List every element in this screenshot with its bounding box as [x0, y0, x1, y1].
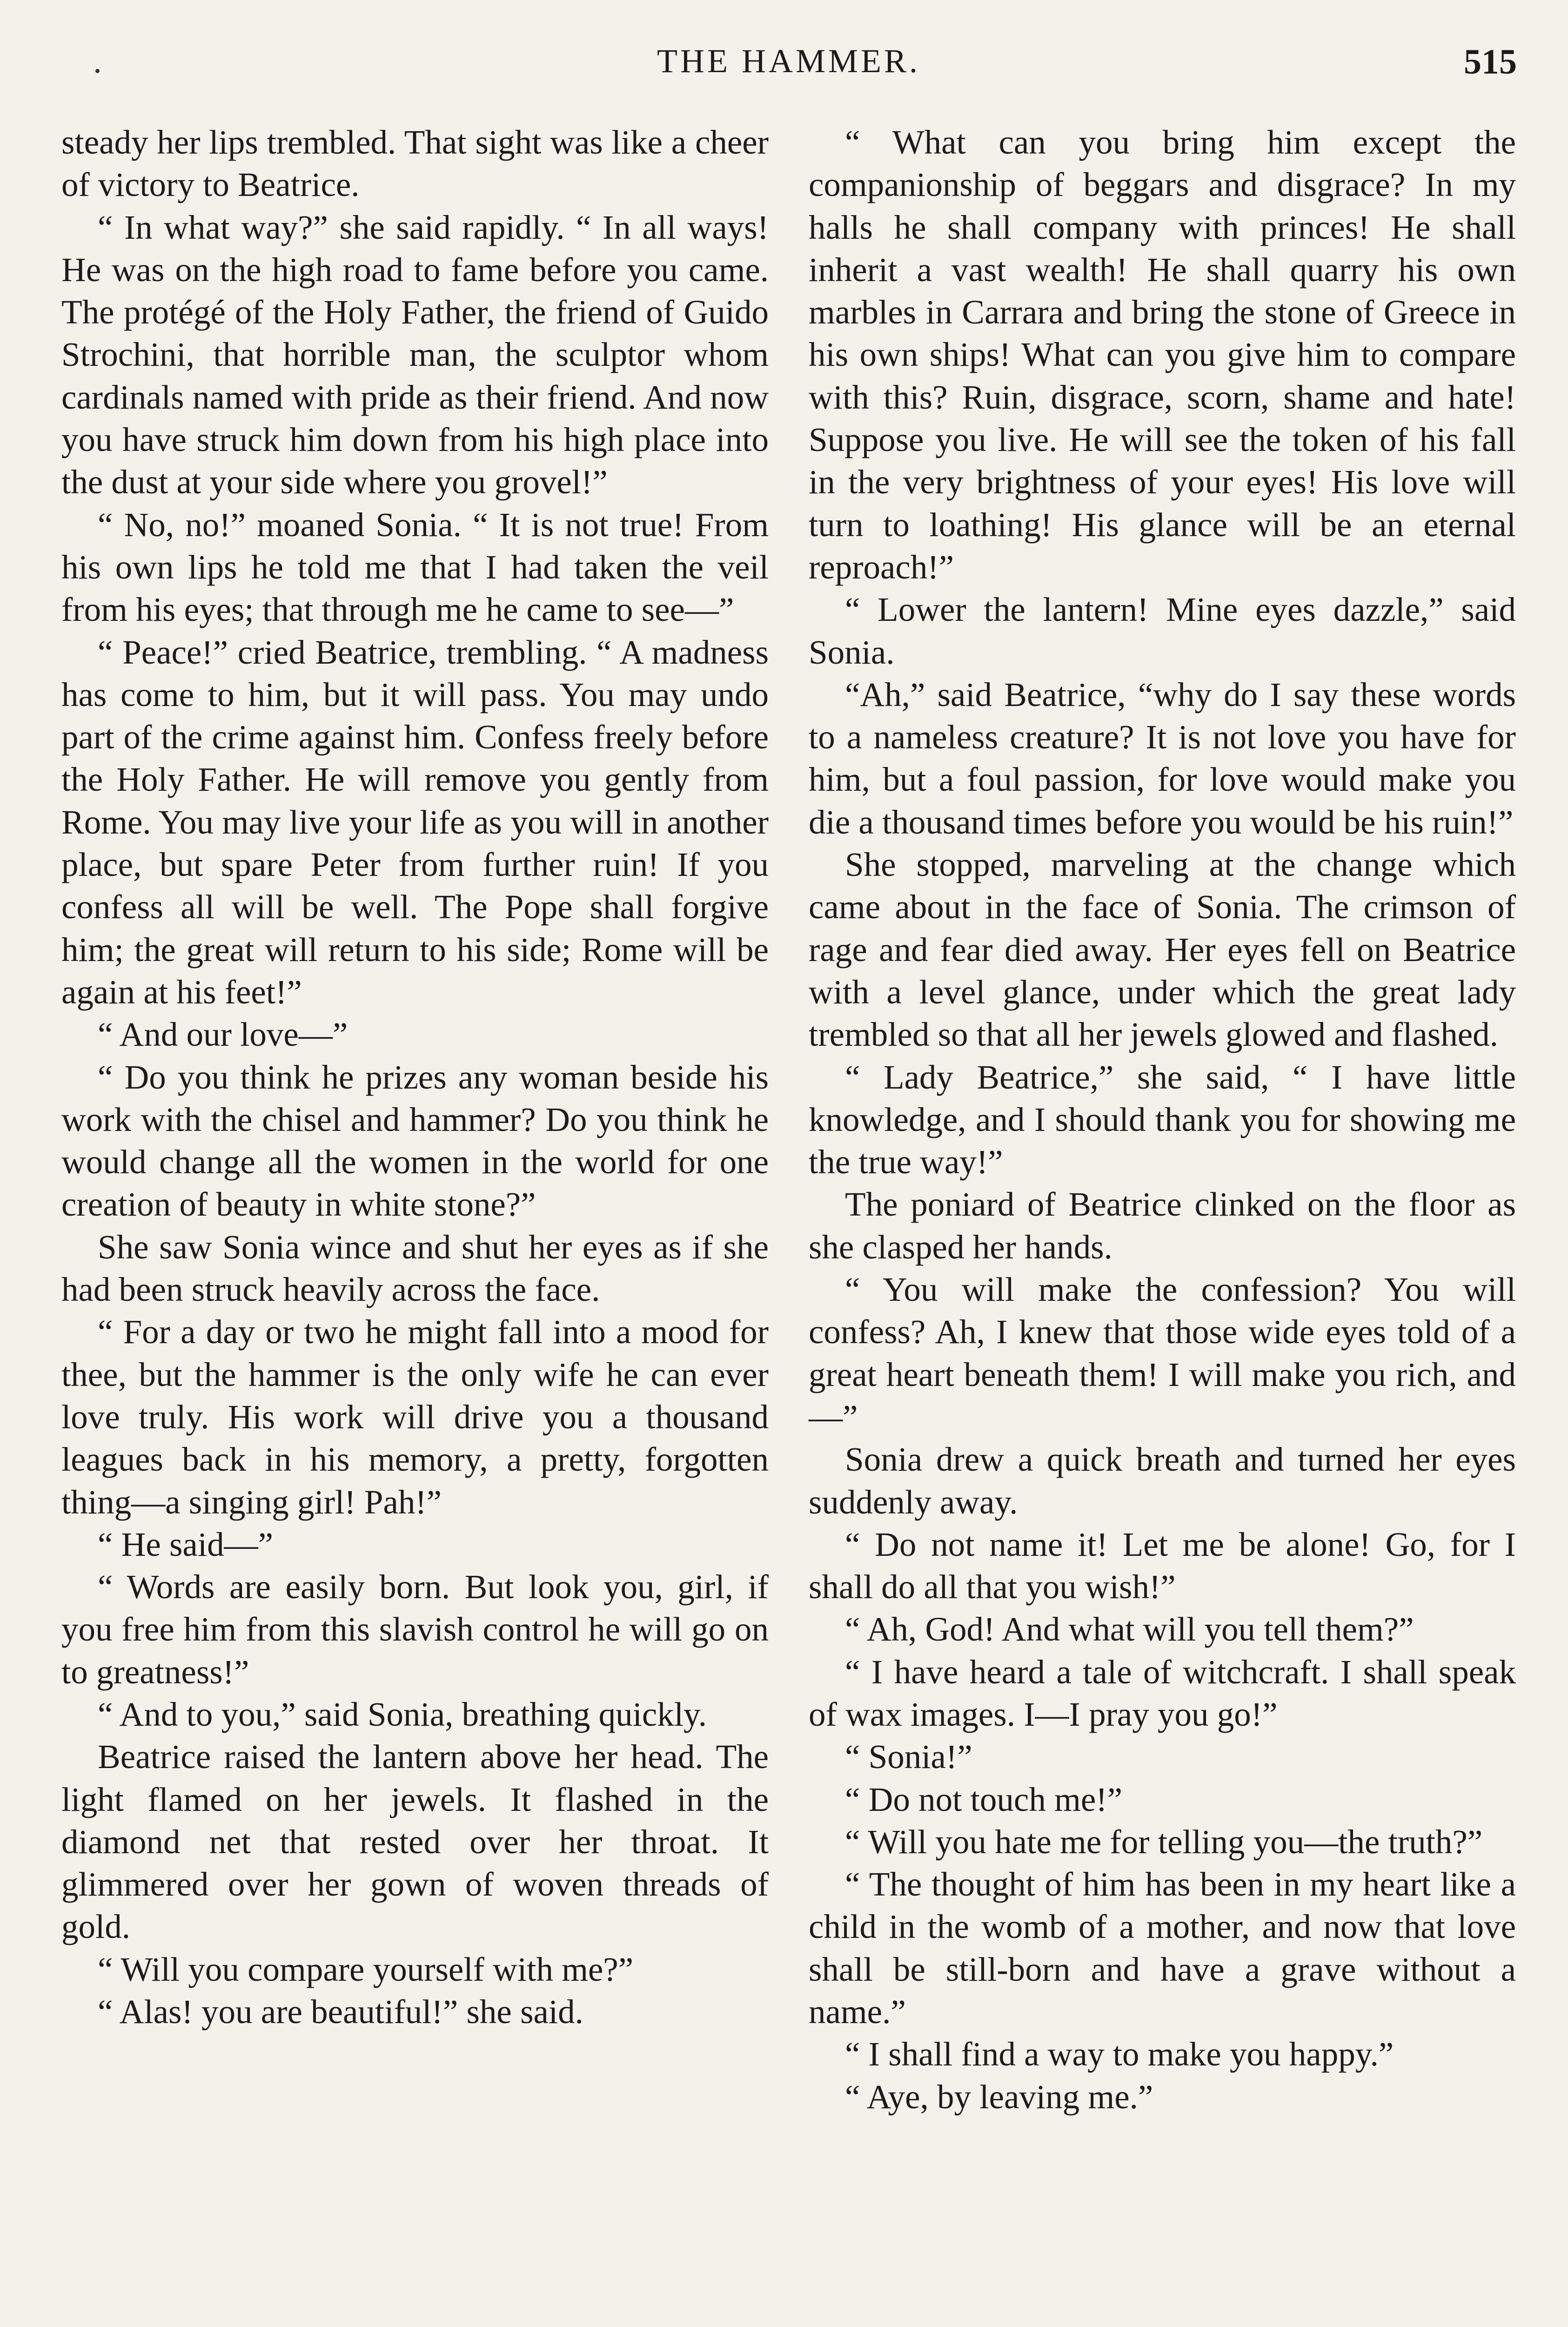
paragraph: “ Do not name it! Let me be alone! Go, for I shall do all that you wish!”	[809, 1525, 1516, 1606]
paragraph: “ Words are easily born. But look you, girl, if you free him from this slavish control he will go on to greatness!”	[61, 1568, 769, 1691]
paragraph: “ You will make the confession? You will confess? Ah, I knew that those wide eyes told of a great heart beneath them! I will make you rich, and—”	[809, 1271, 1516, 1436]
paragraph: “ Lower the lantern! Mine eyes dazzle,” said Sonia.	[809, 591, 1516, 671]
paragraph: “ Sonia!”	[845, 1738, 972, 1776]
paragraph: “ Lady Beatrice,” she said, “ I have little knowledge, and I should thank you for showing me the true way!”	[809, 1058, 1516, 1181]
paragraph: “ Aye, by leaving me.”	[845, 2078, 1153, 2116]
paragraph: Beatrice raised the lantern above her head. The light flamed on her jewels. It flashed in the diamond net that rested over her throat. It glimmered over her gown of woven threads of gold.	[61, 1738, 769, 1946]
paragraph: She saw Sonia wince and shut her eyes as if she had been struck heavily across the face.	[61, 1228, 769, 1309]
paragraph: “ He said—”	[98, 1525, 274, 1563]
paragraph: “ Ah, God! And what will you tell them?”	[845, 1610, 1414, 1648]
paragraph: “ No, no!” moaned Sonia. “ It is not true! From his own lips he told me that I had taken the veil from his eyes; that through me he came to see—”	[61, 505, 769, 629]
paragraph: The poniard of Beatrice clinked on the floor as she clasped her hands.	[809, 1185, 1516, 1266]
paragraph: “ Will you hate me for telling you—the truth?”	[845, 1823, 1483, 1861]
paragraph: “ Will you compare yourself with me?”	[98, 1950, 634, 1988]
speck-mark	[95, 69, 100, 73]
running-title: THE HAMMER.	[657, 42, 920, 80]
paragraph: “ What can you bring him except the companionship of beggars and disgrace? In my halls he shall company with princes! He shall inherit a vast wealth! He shall quarry his own marbles in Carrara and bring the stone of Greece in his own ships! What can you give him to compare with this? Ruin, disgrace, scorn, shame and hate! Suppose you live. He will see the token of his fall in the very brightness of your eyes! His love will turn to loathing! His glance will be an eternal reproach!”	[809, 123, 1516, 586]
page-header	[60, 42, 1517, 93]
paragraph: She stopped, marveling at the change which came about in the face of Sonia. The crimson of rage and fear died away. Her eyes fell on Beatrice with a level glance, under which the great lady trembled so that all her jewels glowed and flashed.	[809, 846, 1516, 1054]
paragraph: “ The thought of him has been in my heart like a child in the womb of a mother, and now that love shall be still-born and have a grave without a name.”	[809, 1865, 1516, 2031]
paragraph: “ Do you think he prizes any woman beside his work with the chisel and hammer? Do you think he would change all the women in the world for one creation of beauty in white stone?”	[61, 1058, 769, 1224]
paragraph: Sonia drew a quick breath and turned her eyes suddenly away.	[809, 1440, 1516, 1521]
right-column	[809, 121, 1516, 2118]
paragraph: “ And our love—”	[98, 1016, 348, 1054]
paragraph: “ And to you,” said Sonia, breathing quickly.	[98, 1695, 707, 1733]
paragraph: “Ah,” said Beatrice, “why do I say these words to a nameless creature? It is not love you have for him, but a foul passion, for love would make you die a thousand times before you would be his ruin!”	[809, 675, 1516, 841]
paragraph: “ I shall find a way to make you happy.”	[845, 2035, 1394, 2073]
paragraph: “ Alas! you are beautiful!” she said.	[98, 1993, 583, 2031]
page-number: 515	[1464, 42, 1517, 81]
paragraph: “ For a day or two he might fall into a mood for thee, but the hammer is the only wife he can ever love truly. His work will drive you a thousand leagues back in his memory, a pretty, forgotten thing—a singing girl! Pah!”	[61, 1313, 769, 1521]
paragraph: “ Do not touch me!”	[845, 1780, 1122, 1818]
paragraph: steady her lips trembled. That sight was like a cheer of victory to Beatrice.	[61, 123, 769, 204]
left-column	[61, 121, 769, 2033]
paragraph: “ Peace!” cried Beatrice, trembling. “ A madness has come to him, but it will pass. You may undo part of the crime against him. Confess freely before the Holy Father. He will remove you gently from Rome. You may live your life as you will in another place, but spare Peter from further ruin! If you confess all will be well. The Pope shall forgive him; the great will return to his side; Rome will be again at his feet!”	[61, 633, 769, 1011]
paragraph: “ In what way?” she said rapidly. “ In all ways! He was on the high road to fame before you came. The protégé of the Holy Father, the friend of Guido Strochini, that horrible man, the sculptor whom cardinals named with pride as their friend. And now you have struck him down from his high place into the dust at your side where you grovel!”	[61, 208, 769, 501]
paragraph: “ I have heard a tale of witchcraft. I shall speak of wax images. I—I pray you go!”	[809, 1653, 1516, 1733]
